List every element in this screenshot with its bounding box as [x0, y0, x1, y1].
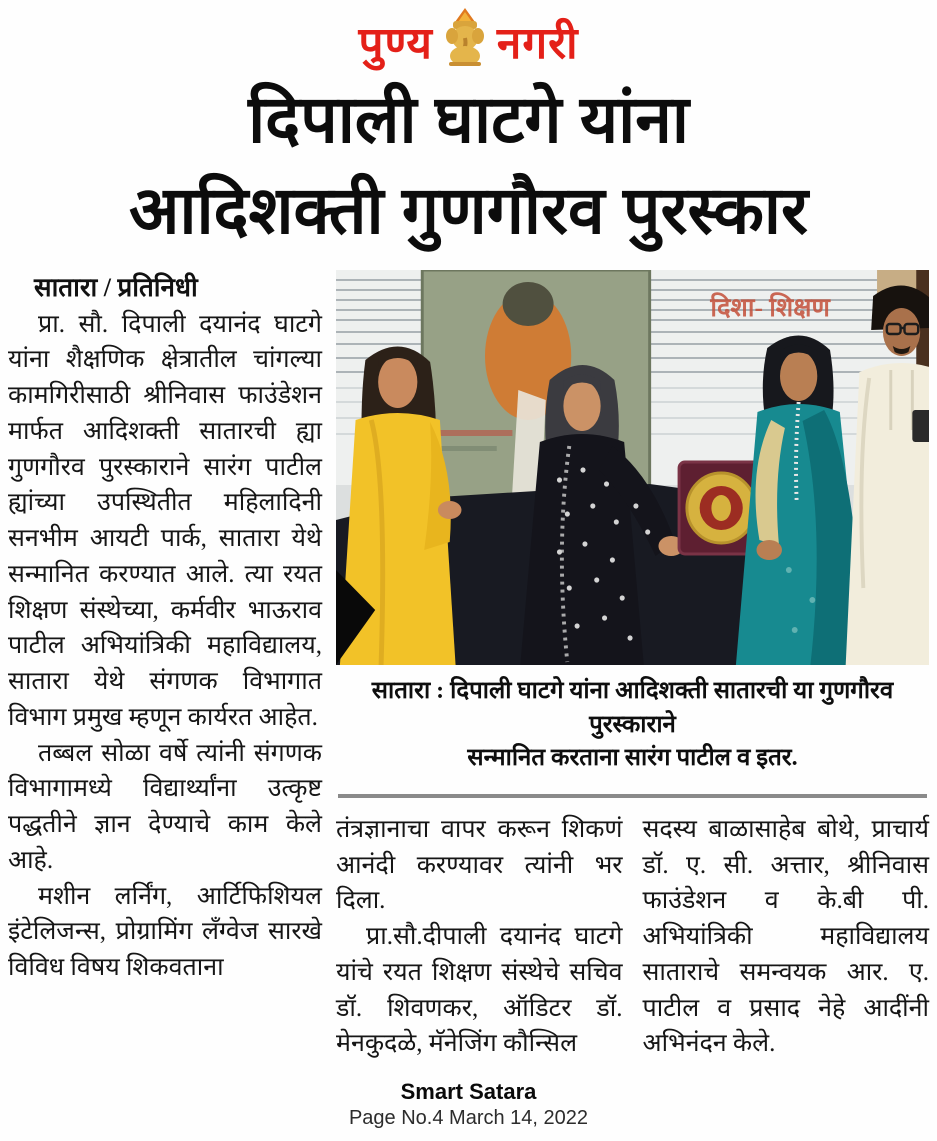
article-paragraph: तंत्रज्ञानाचा वापर करून शिकणं आनंदी करण्यावर त्यांनी भर दिला.: [336, 815, 623, 915]
article-paragraph: सदस्य बाळासाहेब बोथे, प्राचार्य डॉ. ए. सी. अत्तार, श्रीनिवास फाउंडेशन व के.बी पी. अभियांत्रिकी महाविद्यालय साताराचे समन्वयक आर. ए. पाटील व प्रसाद नेहे आदींनी अभिनंदन केले.: [642, 815, 929, 1058]
left-column: [8, 270, 322, 1062]
footer: [8, 1078, 929, 1131]
footer-page-info: Page No.4 March 14, 2022: [348, 1106, 589, 1129]
caption-line-1: सातारा : दिपाली घाटगे यांना आदिशक्ती सातारची या गुणगौरव पुरस्काराने: [371, 678, 894, 738]
pocket-phone: [912, 410, 929, 442]
article-body: [8, 270, 929, 1062]
horizontal-divider: [338, 794, 927, 798]
ganesha-icon: [439, 8, 491, 66]
right-column: [643, 812, 930, 1062]
masthead-word-left: पुण्य: [358, 19, 433, 68]
left-column-text: [8, 307, 322, 986]
article-paragraph: मशीन लर्निंग, आर्टिफिशियल इंटेलिजन्स, प्रोग्रामिंग लँग्वेज सारखे विविध विषय शिकवताना: [8, 882, 322, 982]
article-paragraph: प्रा. सौ. दिपाली दयानंद घाटगे यांना शैक्षणिक क्षेत्रातील चांगल्या कामगिरीसाठी श्रीनिवास फाउंडेशन मार्फत आदिशक्ती सातारची ह्या गुणगौरव पुरस्काराने सारंग पाटील ह्यांच्या उपस्थितीत महिलादिनी सनभीम आयटी पार्क, सातारा येथे सन्मानित करण्यात आले. त्या रयत शिक्षण संस्थेच्या, कर्मवीर भाऊराव पाटील अभियांत्रिकी महाविद्यालय, सातारा येथे संगणक विभागात विभाग प्रमुख म्हणून कार्यरत आहेत.: [8, 310, 322, 731]
article-paragraph: प्रा.सौ.दीपाली दयानंद घाटगे यांचे रयत शिक्षण संस्थेचे सचिव डॉ. शिवणकर, ऑडिटर डॉ. मेनकुदळे, मॅनेजिंग कौन्सिल: [336, 923, 623, 1058]
headline: [8, 74, 929, 256]
dateline: सातारा / प्रतिनिधी: [34, 273, 198, 303]
bottom-columns: [336, 812, 929, 1062]
middle-column: [336, 812, 623, 1062]
masthead-word-right: नगरी: [496, 19, 579, 68]
award-ceremony-photo: [336, 270, 929, 665]
headline-line-1: दिपाली घाटगे यांना: [248, 82, 689, 156]
photo-caption: [336, 675, 929, 776]
article-paragraph: तब्बल सोळा वर्षे त्यांनी संगणक विभागामध्ये विद्यार्थ्यांना उत्कृष्ट पद्धतीने ज्ञान देण्याचे काम केले आहे.: [8, 739, 322, 874]
footer-source: Smart Satara: [400, 1079, 537, 1105]
caption-line-2: सन्मानित करताना सारंग पाटील व इतर.: [467, 745, 798, 772]
screen-banner-text: दिशा- शिक्षण: [710, 292, 830, 323]
headline-line-2: आदिशक्ती गुणगौरव पुरस्कार: [129, 173, 808, 248]
right-area: [336, 270, 929, 1062]
masthead: [8, 8, 929, 66]
